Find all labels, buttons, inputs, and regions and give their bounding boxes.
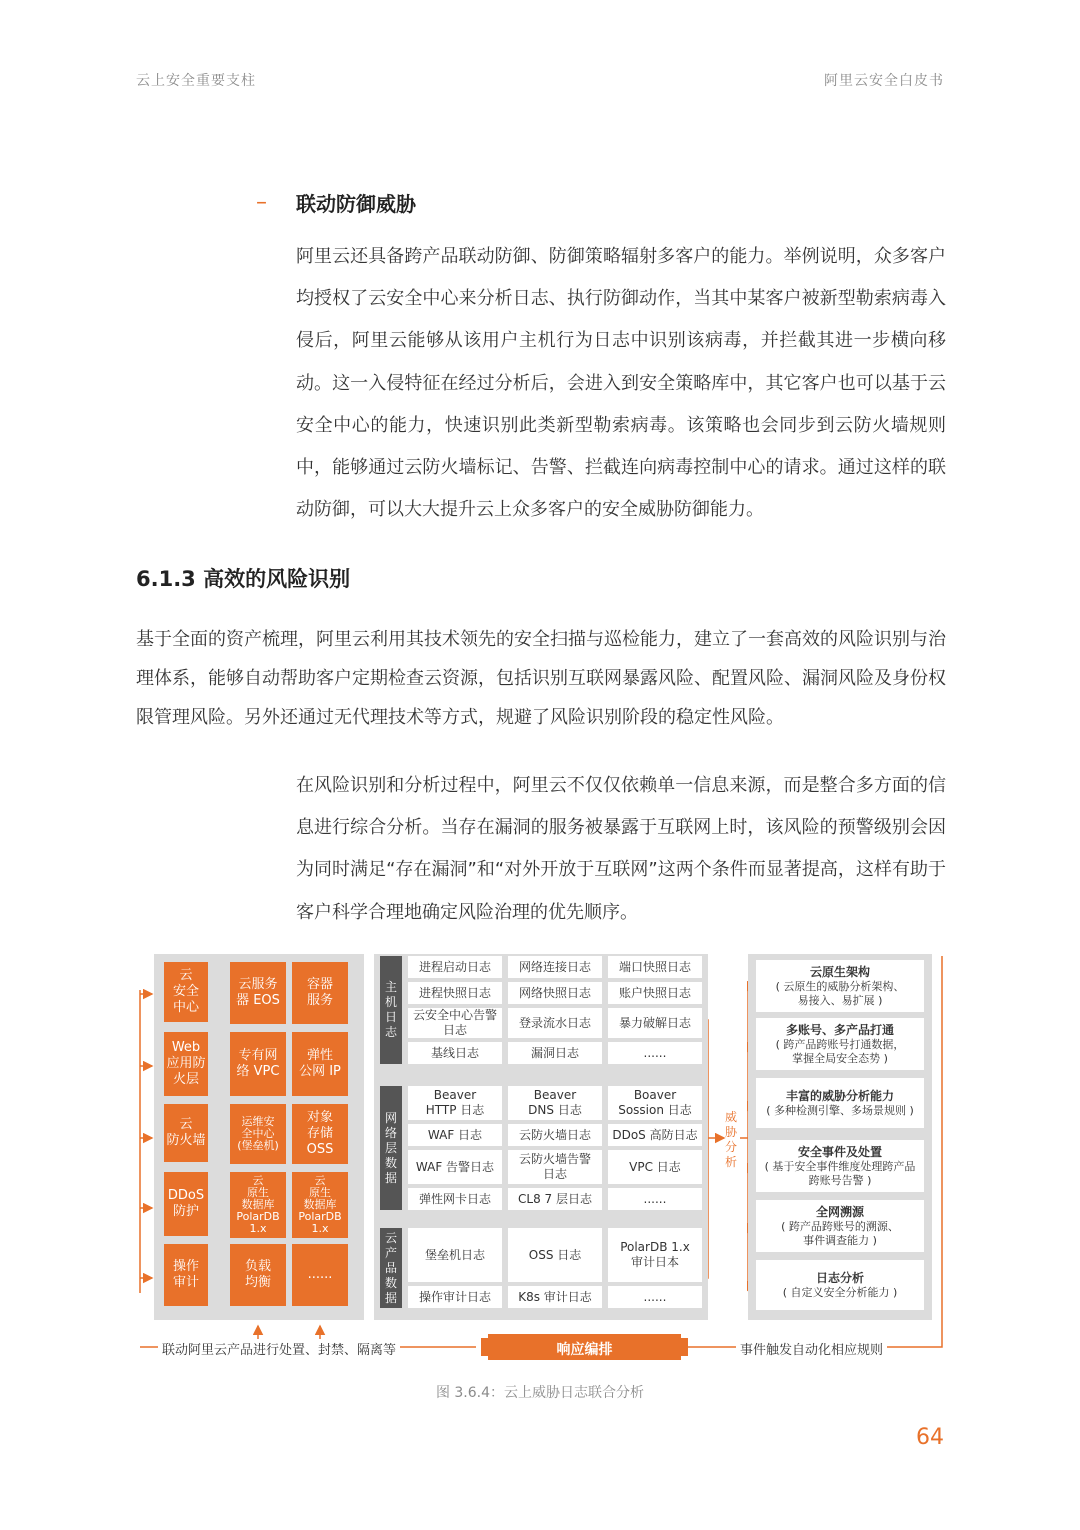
log-cell: CL8 7 层日志 <box>508 1188 602 1210</box>
capability-title: 云原生架构 <box>809 964 870 979</box>
log-cell: K8s 审计日志 <box>508 1286 602 1308</box>
response-orchestration-label: 响应编排 <box>556 1342 613 1358</box>
capability-box <box>756 1140 924 1192</box>
cloud-product-box: 负载 均衡 <box>230 1244 286 1306</box>
capability-title: 丰富的威胁分析能力 <box>785 1088 894 1103</box>
log-group-label: 云 产 品 数 据 <box>380 1228 402 1308</box>
log-cell: 端口快照日志 <box>608 956 702 978</box>
log-cell: WAF 告警日志 <box>408 1150 502 1184</box>
log-cell: 弹性网卡日志 <box>408 1188 502 1210</box>
page-number: 64 <box>916 1425 944 1450</box>
header-left: 云上安全重要支柱 <box>136 73 256 89</box>
cloud-product-box: 云 原生 数据库 PolarDB 1.x <box>230 1172 286 1238</box>
log-cell: ...... <box>608 1286 702 1308</box>
capability-desc: ( 云原生的威胁分析架构、 易接入、易扩展 ) <box>775 979 905 1007</box>
log-cell: VPC 日志 <box>608 1150 702 1184</box>
cloud-product-box: 云 原生 数据库 PolarDB 1.x <box>292 1172 348 1238</box>
log-cell: 云防火墙日志 <box>508 1124 602 1146</box>
cloud-product-box: 弹性 公网 IP <box>292 1032 348 1096</box>
cloud-product-box: 专有网 络 VPC <box>230 1032 286 1096</box>
log-cell: 账户快照日志 <box>608 982 702 1004</box>
log-cell: Beaver DNS 日志 <box>508 1086 602 1120</box>
log-cell: WAF 日志 <box>408 1124 502 1146</box>
log-cell: 网络快照日志 <box>508 982 602 1004</box>
security-product-box: Web 应用防 火层 <box>164 1032 208 1096</box>
cloud-product-box: 运维安 全中心 (堡垒机) <box>230 1104 286 1164</box>
log-cell: 基线日志 <box>408 1042 502 1064</box>
capability-title: 日志分析 <box>815 1270 864 1285</box>
threat-log-diagram <box>136 948 946 1368</box>
cloud-product-box: 容器 服务 <box>292 962 348 1024</box>
capability-title: 多账号、多产品打通 <box>785 1022 894 1037</box>
log-cell: 网络连接日志 <box>508 956 602 978</box>
log-cell: 云安全中心告警 日志 <box>408 1008 502 1038</box>
capability-title: 全网溯源 <box>815 1204 864 1219</box>
log-cell: 漏洞日志 <box>508 1042 602 1064</box>
paragraph-risk-identification: 基于全面的资产梳理，阿里云利用其技术领先的安全扫描与巡检能力，建立了一套高效的风险识别与治理体系，能够自动帮助客户定期检查云资源，包括识别互联网暴露风险、配置风险、漏洞风险及身份权限管理风险。另外还通过无代理技术等方式，规避了风险识别阶段的稳定性风险。 <box>136 629 946 728</box>
header-right: 阿里云安全白皮书 <box>824 73 944 89</box>
security-product-box: 操作 审计 <box>164 1244 208 1306</box>
capability-box <box>756 1018 924 1070</box>
figure-caption: 图 3.6.4：云上威胁日志联合分析 <box>435 1385 645 1401</box>
capability-desc: ( 自定义安全分析能力 ) <box>782 1285 898 1299</box>
log-group-label: 主 机 日 志 <box>380 956 402 1064</box>
bottom-right-label: 事件触发自动化相应规则 <box>736 1339 887 1358</box>
capability-desc: ( 跨产品跨账号的溯源、 事件调查能力 ) <box>781 1219 899 1247</box>
log-cell: 堡垒机日志 <box>408 1228 502 1282</box>
security-product-box: DDoS 防护 <box>164 1172 208 1236</box>
log-cell: 操作审计日志 <box>408 1286 502 1308</box>
log-cell: 进程快照日志 <box>408 982 502 1004</box>
cloud-product-box: ...... <box>292 1244 348 1306</box>
section-title: 6.1.3 高效的风险识别 <box>136 567 351 591</box>
log-group-label: 网 络 层 数 据 <box>380 1086 402 1210</box>
log-cell: OSS 日志 <box>508 1228 602 1282</box>
log-cell: PolarDB 1.x 审计日本 <box>608 1228 702 1282</box>
paragraph-risk-analysis: 在风险识别和分析过程中，阿里云不仅仅依赖单一信息来源，而是整合多方面的信息进行综合分析。当存在漏洞的服务被暴露于互联网上时，该风险的预警级别会因为同时满足“存在漏洞”和“对外开放于互联网”这两个条件而显著提高，这样有助于客户科学合理地确定风险治理的优先顺序。 <box>296 775 946 923</box>
log-cell: DDoS 高防日志 <box>608 1124 702 1146</box>
capability-desc: ( 多种检测引擎、多场景规则 ) <box>766 1103 914 1117</box>
threat-analysis-label: 威 胁 分 析 <box>724 1110 737 1169</box>
security-product-box: 云 防火墙 <box>164 1104 208 1162</box>
log-cell: Beaver HTTP 日志 <box>408 1086 502 1120</box>
bottom-left-label: 联动阿里云产品进行处置、封禁、隔离等 <box>158 1339 400 1358</box>
capability-box <box>756 1200 924 1252</box>
capability-box <box>756 1078 924 1128</box>
paragraph-linked-defense: 阿里云还具备跨产品联动防御、防御策略辐射多客户的能力。举例说明，众多客户均授权了云安全中心来分析日志、执行防御动作，当其中某客户被新型勒索病毒入侵后，阿里云能够从该用户主机行为日志中识别该病毒，并拦截其进一步横向移动。这一入侵特征在经过分析后，会进入到安全策略库中，其它客户也可以基于云安全中心的能力，快速识别此类新型勒索病毒。该策略也会同步到云防火墙规则中，能够通过云防火墙标记、告警、拦截连向病毒控制中心的请求。通过这样的联动防御，可以大大提升云上众多客户的安全威胁防御能力。 <box>296 246 946 521</box>
log-cell: 云防火墙告警 日志 <box>508 1150 602 1184</box>
log-cell: 进程启动日志 <box>408 956 502 978</box>
cloud-product-box: 云服务 器 EOS <box>230 962 286 1024</box>
cloud-product-box: 对象 存储 OSS <box>292 1104 348 1164</box>
capability-box <box>756 960 924 1012</box>
capability-box <box>756 1260 924 1310</box>
capability-desc: ( 跨产品跨账号打通数据， 掌握全局安全态势 ) <box>775 1037 905 1065</box>
log-cell: Boaver Sossion 日志 <box>608 1086 702 1120</box>
subsection-dash: – <box>256 190 267 215</box>
subsection-title: 联动防御威胁 <box>296 192 416 216</box>
log-cell: 暴力破解日志 <box>608 1008 702 1038</box>
capability-title: 安全事件及处置 <box>797 1144 882 1159</box>
capability-desc: ( 基于安全事件维度处理跨产品 跨账号告警 ) <box>764 1159 916 1187</box>
log-cell: 登录流水日志 <box>508 1008 602 1038</box>
log-cell: ...... <box>608 1042 702 1064</box>
security-product-box: 云 安全 中心 <box>164 962 208 1022</box>
log-cell: ...... <box>608 1188 702 1210</box>
